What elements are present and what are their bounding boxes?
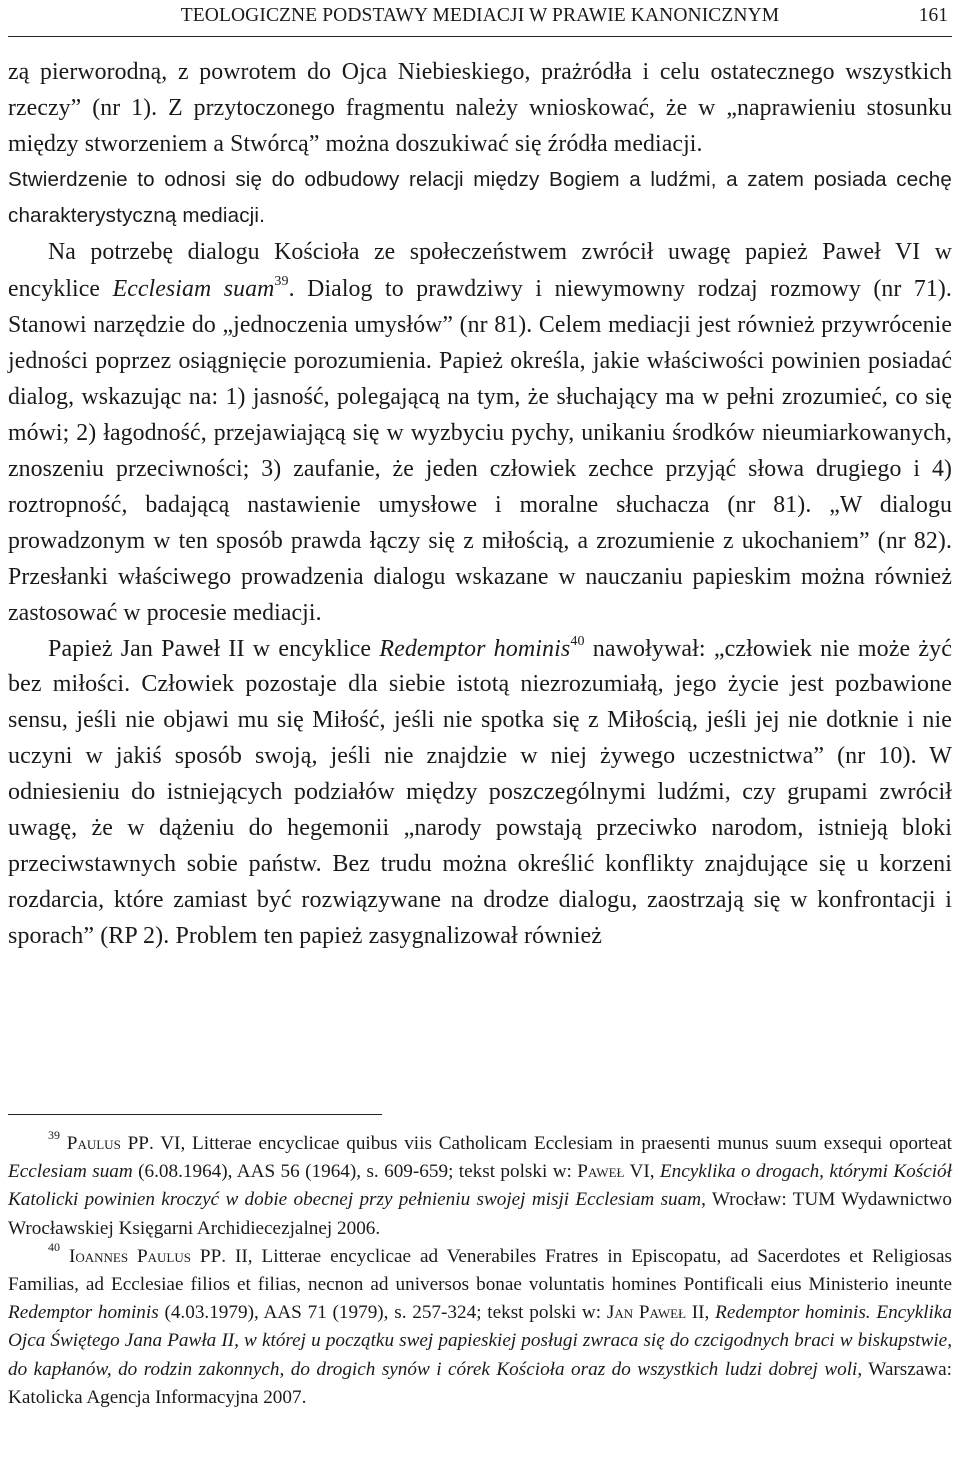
footnote-40-text-c: II, [686, 1302, 716, 1324]
footnote-40-author: Ioannes Paulus PP [68, 1245, 222, 1267]
paragraph-2: Stwierdzenie to odnosi się do odbudowy relacji między Bogiem a ludźmi, a zatem posiada cechę charakterystyczną mediacji. [8, 168, 952, 228]
footnote-ref-40[interactable]: 40 [570, 633, 585, 649]
footnote-40-text-d: , Warszawa: Katolicka Agencja Informacyjna 2007. [8, 1358, 952, 1408]
main-text [8, 54, 952, 955]
footnote-39-text-a: . VI, Litterae encyclicae quibus viis Catholicam Ecclesiam in praesenti munus suum exsequi oporteat [148, 1133, 952, 1154]
footnote-40-title-1: Redemptor hominis [8, 1302, 159, 1324]
footnote-39 [8, 1127, 952, 1243]
running-header [8, 2, 952, 37]
paragraph-4-text-a: Papież Jan Paweł II w encyklice [48, 635, 380, 662]
page-number: 161 [918, 5, 948, 26]
paragraph-3-text-b: . Dialog to prawdziwy i niewymowny rodzaj rozmowy (nr 71). Stanowi narzędzie do „jednoczenia umysłów” (nr 81). Celem mediacji jest również przywrócenie jedności poprzez osiągnięcie porozumienia. Papież określa, jakie właściwości powinien posiadać dialog, wskazując na: 1) jasność, polegającą na tym, że słuchający ma w pełni zrozumieć, co się mówi; 2) łagodność, przejawiającą się w wyzbyciu pychy, unikaniu środków nieumiarkowanych, znoszeniu przeciwności; 3) zaufanie, że jeden człowiek zechce przyjąć słowa drugiego i 4) roztropność, badającą nastawienie umysłowe i moralne słuchacza (nr 81). „W dialogu prowadzonym w ten sposób prawda łączy się z miłością, a zrozumienie z ukochaniem” (nr 82). Przesłanki właściwego prowadzenia dialogu wskazane w nauczaniu papieskim można również zastosować w procesie mediacji. [8, 275, 952, 627]
footnote-39-text-c: VI, [624, 1161, 660, 1183]
encyclical-title-redemptor-hominis: Redemptor hominis [379, 635, 571, 662]
footnote-40-author-2: Jan Paweł [606, 1302, 687, 1324]
footnote-39-title-1: Ecclesiam suam [8, 1161, 133, 1183]
footnotes [8, 1127, 953, 1412]
paragraph-1: zą pierworodną, z powrotem do Ojca Niebieskiego, prażródła i celu ostatecznego wszystkich rzeczy” (nr 1). Z przytoczonego fragmentu należy wnioskować, że w „naprawieniu stosunku między stworzeniem a Stwórcą” można doszukiwać się źródła mediacji. [8, 59, 952, 158]
footnote-39-title-2: Encyklika o drogach, którymi Kościół Katolicki powinien kroczyć w dobie obecnej przy pełnieniu swojej misji Ecclesiam suam [8, 1161, 952, 1211]
paragraph-4-text-b: nawoływał: „człowiek nie może żyć bez miłości. Człowiek pozostaje dla siebie istotą niezrozumiałą, jego życie jest pozbawione sensu, jeśli nie objawi mu się Miłość, jeśli nie spotka się z Miłością, jeśli jej nie dotknie i nie uczyni w jakiś sposób swoją, jeśli nie znajdzie w niej żywego uczestnictwa” (nr 10). W odniesieniu do istniejących podziałów między poszczególnymi ludźmi, czy grupami zwrócił uwagę, że w dążeniu do hegemonii „narody powstają przeciwko narodom, istnieją bloki przeciwstawnych sobie państw. Bez trudu można określić konflikty znajdujące się u korzeni rozdarcia, które zamiast być rozwiązywane na drodze dialogu, zaostrzają się w konfrontacji i sporach” (RP 2). Problem ten papież zasygnalizował również [8, 635, 953, 949]
footnote-ref-39[interactable]: 39 [274, 273, 289, 289]
footnote-40-text-b: (4.03.1979), AAS 71 (1979), s. 257-324; tekst polski w: [158, 1302, 607, 1324]
footnote-40-text-a: . II, Litterae encyclicae ad Venerabiles Fratres in Episcopatu, ad Sacerdotes et Religiosas Familias, ad Ecclesiae filios et filias, necnon ad universos bonae voluntatis homines Pontificali eius Ministerio ineunte [8, 1245, 953, 1296]
footnote-number-40: 40 [48, 1240, 60, 1255]
running-title: TEOLOGICZNE PODSTAWY MEDIACJI W PRAWIE KANONICZNYM [180, 5, 780, 26]
footnote-number-39: 39 [48, 1127, 60, 1142]
paragraph-4 [8, 632, 952, 955]
footnote-40 [8, 1240, 953, 1412]
footnote-40-title-2: Redemptor hominis. Encyklika Ojca Świętego Jana Pawła II, w której u początku swej papieskiej posługi zwraca się do czcigodnych braci w biskupstwie, do kapłanów, do rodzin zakonnych, do drogich synów i córek Kościoła oraz do wszystkich ludzi dobrej woli [8, 1302, 952, 1380]
footnote-39-text-d: , Wrocław: TUM Wydawnictwo Wrocławskiej Księgarni Archidiecezjalnej 2006. [8, 1189, 952, 1239]
encyclical-title-ecclesiam-suam: Ecclesiam suam [112, 275, 275, 302]
paragraph-3 [8, 234, 952, 631]
paragraph-3-text-a: Na potrzebę dialogu Kościoła ze społeczeństwem zwrócił uwagę papież Paweł VI w encyklice [8, 239, 952, 302]
footnote-39-text-b: (6.08.1964), AAS 56 (1964), s. 609-659; tekst polski w: [132, 1161, 578, 1183]
footnote-39-author: Paulus PP [66, 1133, 149, 1154]
footnote-39-author-2: Paweł [577, 1161, 625, 1183]
footnote-separator [8, 1114, 382, 1115]
